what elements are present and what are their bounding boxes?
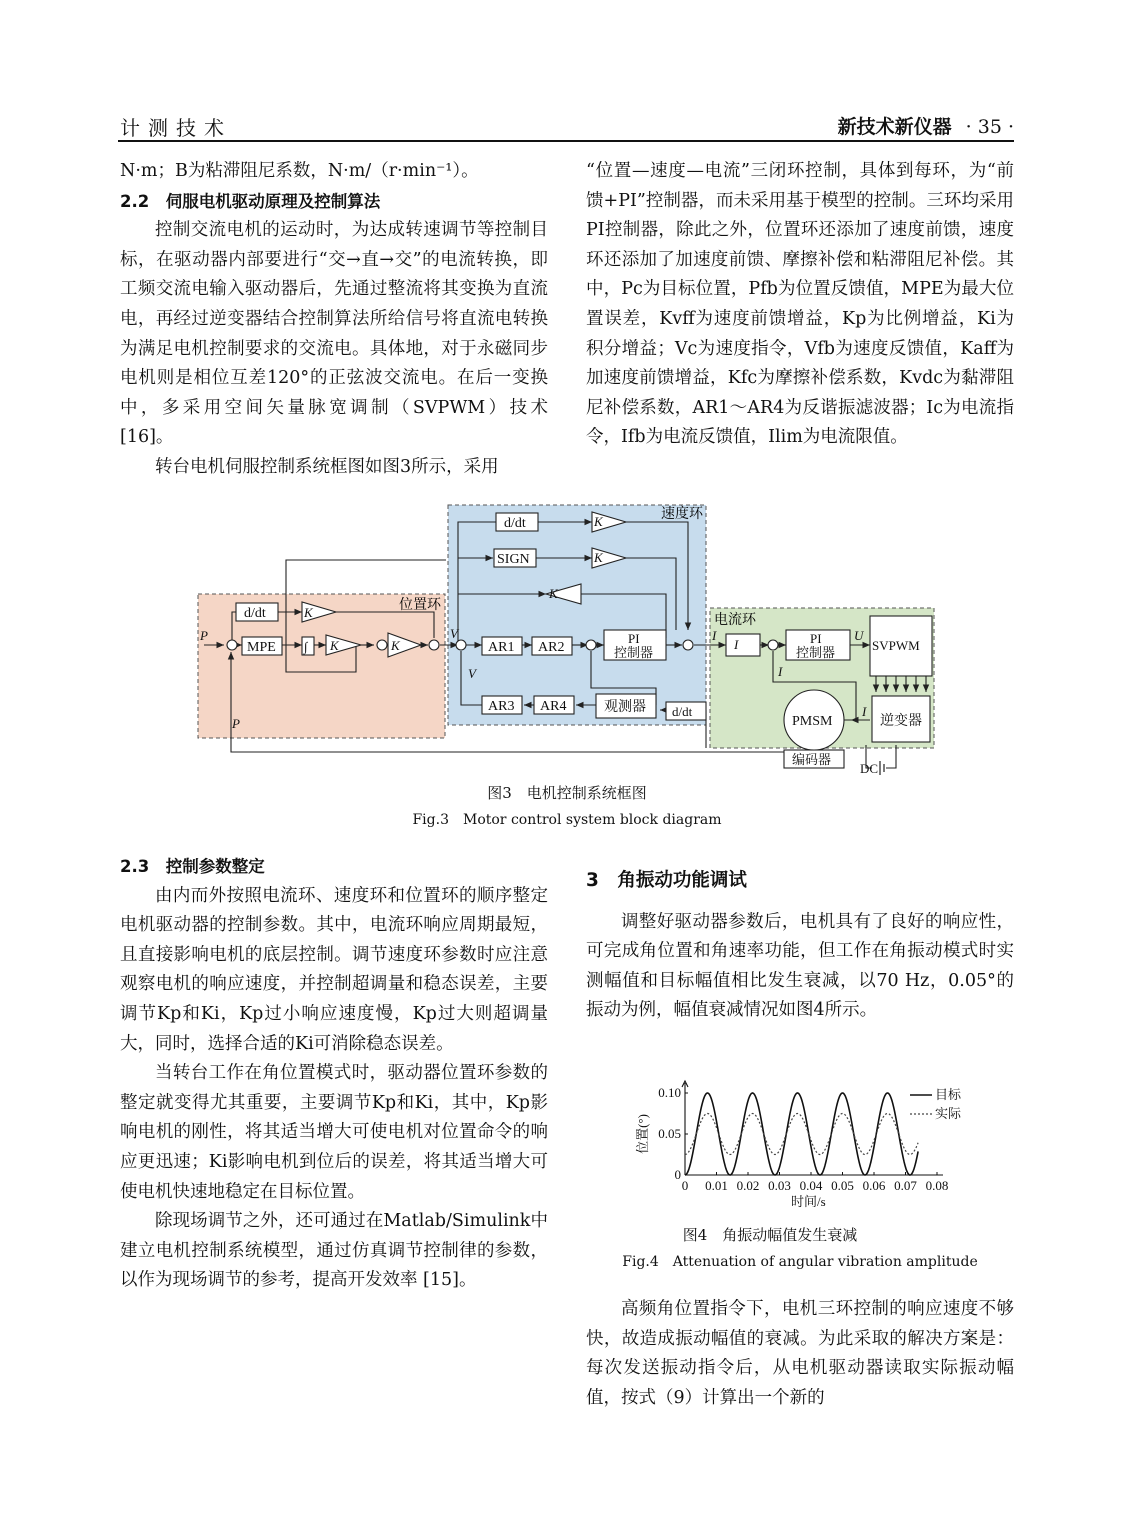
figure4-caption-en: Fig.4 Attenuation of angular vibration amplitude [622, 1254, 978, 1270]
controller-text: 控制器 [796, 645, 836, 660]
figure3-caption-en: Fig.3 Motor control system block diagram [412, 812, 722, 828]
y-tick-label: 0.05 [658, 1126, 681, 1141]
current-loop-label: 电流环 [714, 613, 756, 628]
x-tick-label: 0.07 [894, 1178, 917, 1193]
paragraph: 高频角位置指令下，电机三环控制的响应速度不够快，故造成振动幅值的衰减。为此采取的解决方案是：每次发送振动指令后，从电机驱动器读取实际振动幅值，按式（9）计算出一个新的 [586, 1299, 1014, 1408]
ar1-text: AR1 [488, 640, 515, 655]
header-rule [118, 140, 1014, 142]
svpwm-text: SVPWM [872, 638, 920, 653]
i-label: I [862, 704, 867, 719]
paragraph: N·m；B为粘滞阻尼系数，N·m/（r·min⁻¹）。 [120, 161, 479, 181]
pi-text: PI [628, 631, 640, 646]
ic-label: I [712, 628, 717, 643]
observer-text: 观测器 [604, 700, 646, 715]
paragraph: 除现场调节之外，还可通过在Matlab/Simulink中建立电机控制系统模型，通过仿真调节控制律的参数，以作为现场调节的参考，提高开发效率 [15]。 [120, 1211, 548, 1291]
sum-junction [768, 640, 778, 650]
ddt-text: d/dt [504, 516, 526, 531]
x-tick-label: 0.05 [831, 1178, 854, 1193]
page-number: · 35 · [965, 116, 1014, 138]
sum-junction [377, 640, 387, 650]
ar3-text: AR3 [488, 699, 515, 714]
vfb-label: V [468, 666, 476, 681]
right-column-bottom-continued [586, 1295, 1014, 1413]
ki-label: K [330, 638, 339, 653]
x-tick-label: 0.01 [705, 1178, 728, 1193]
x-tick-label: 0 [681, 1178, 689, 1193]
right-column-bottom [586, 866, 1014, 1026]
paragraph: “位置—速度—电流”三闭环控制，具体到每环，为“前馈+PI”控制器，而未采用基于模型的控制。三环均采用PI控制器，除此之外，位置环还添加了速度前馈，速度环还添加了加速度前馈、摩擦补偿和粘滞阻尼补偿。其中，Pc为目标位置，Pfb为位置反馈值，MPE为最大位置误差，Kvff为速度前馈增益，Kp为比例增益，Ki为积分增益；Vc为速度指令，Vfb为速度反馈值，Kaff为加速度前馈增益，Kfc为摩擦补偿系数，Kvdc为黏滞阻尼补偿系数，AR1～AR4为反谐振滤波器；Ic为电流指令，Ifb为电流反馈值，Ilim为电流限值。 [586, 161, 1014, 448]
dc-text: DC [860, 761, 879, 776]
sum-junction [683, 640, 693, 650]
ar4-text: AR4 [540, 699, 567, 714]
paragraph: 转台电机伺服控制系统框图如图3所示，采用 [155, 456, 499, 477]
kvdc-label: K [549, 586, 558, 601]
mpe-text: MPE [247, 640, 276, 655]
y-axis-label: 位置(°) [635, 1114, 650, 1154]
section-heading-3: 3 角振动功能调试 [586, 870, 747, 891]
legend-target-label: 目标 [935, 1087, 962, 1102]
x-tick-label: 0.08 [925, 1178, 949, 1193]
controller-text: 控制器 [614, 645, 654, 660]
figure3-caption-cn: 图3 电机控制系统框图 [487, 784, 647, 802]
sign-text: SIGN [497, 552, 530, 567]
left-column-top [120, 157, 548, 483]
ilim-label: I [734, 637, 739, 652]
integrator-text: ∫ [304, 639, 308, 654]
ilim-block [726, 634, 760, 656]
uc-label: U [854, 628, 864, 643]
sum-junction [586, 640, 596, 650]
x-tick-label: 0.04 [799, 1178, 823, 1193]
ddt-text: d/dt [672, 704, 693, 719]
sum-junction [227, 640, 237, 650]
ifb-label: I [778, 664, 783, 679]
speed-loop-label: 速度环 [661, 507, 703, 522]
series-target-line [685, 1093, 918, 1175]
x-tick-label: 0.03 [768, 1178, 791, 1193]
kp-label: K [391, 638, 400, 653]
section-heading-2-2: 2.2 伺服电机驱动原理及控制算法 [120, 191, 381, 211]
sum-junction [456, 640, 466, 650]
running-header [838, 112, 1014, 139]
legend-actual-label: 实际 [935, 1106, 962, 1121]
paragraph: 控制交流电机的运动时，为达成转速调节等控制目标，在驱动器内部要进行“交→直→交”的电流转换，即工频交流电输入驱动器后，先通过整流将其变换为直流电，再经过逆变器结合控制算法所给信号将直流电转换为满足电机控制要求的交流电。具体地，对于永磁同步电机则是相位互差120°的正弦波交流电。在后一变换中，多采用空间矢量脉宽调制（SVPWM）技术 [16]。 [120, 220, 548, 448]
x-tick-label: 0.06 [862, 1178, 886, 1193]
pfb-label: P [232, 716, 240, 731]
sum-junction [429, 640, 439, 650]
ddt-text: d/dt [244, 606, 266, 621]
vc-label: V [450, 626, 458, 641]
series-actual-line [685, 1114, 918, 1155]
right-column-top [586, 157, 1014, 453]
kfc-label: K [594, 550, 603, 565]
x-tick-label: 0.02 [736, 1178, 760, 1193]
attenuation-chart [628, 1075, 978, 1225]
ar2-text: AR2 [538, 640, 565, 655]
speed-loop-region [448, 505, 706, 725]
y-tick-label: 0.10 [658, 1085, 681, 1100]
left-column-bottom [120, 852, 548, 1296]
block-diagram [196, 500, 941, 780]
pmsm-text: PMSM [792, 714, 833, 729]
figure4-caption-cn: 图4 角振动幅值发生衰减 [682, 1226, 858, 1244]
paragraph: 当转台工作在角位置模式时，驱动器位置环参数的整定就变得尤其重要，主要调节Kp和Ki，其中，Kp影响电机的刚性，将其适当增大可使电机对位置命令的响应更迅速；Ki影响电机到位后的误差，将其适当增大可使电机快速地稳定在目标位置。 [120, 1063, 548, 1202]
kvff-label: K [304, 605, 313, 620]
section-heading-2-3: 2.3 控制参数整定 [120, 857, 265, 876]
encoder-text: 编码器 [792, 752, 832, 767]
paragraph: 调整好驱动器参数后，电机具有了良好的响应性，可完成角位置和角速率功能，但工作在角振动模式时实测幅值和目标幅值相比发生衰减，以70 Hz，0.05°的振动为例，幅值衰减情况如图4所示。 [586, 911, 1014, 1021]
kaff-label: K [594, 514, 603, 529]
position-loop-label: 位置环 [399, 598, 441, 613]
pc-label: P [200, 628, 208, 643]
pi-text: PI [810, 631, 822, 646]
y-tick-label: 0 [674, 1167, 681, 1182]
paragraph: 由内而外按照电流环、速度环和位置环的顺序整定电机驱动器的控制参数。其中，电流环响应周期最短，且直接影响电机的底层控制。调节速度环参数时应注意观察电机的响应速度，并控制超调量和稳态误差，主要调节Kp和Ki，Kp过小响应速度慢，Kp过大则超调量大，同时，选择合适的Ki可消除稳态误差。 [120, 885, 548, 1054]
inverter-text: 逆变器 [880, 714, 922, 729]
section-name: 新技术新仪器 [837, 116, 952, 138]
journal-name: 计测技术 [120, 116, 232, 140]
x-axis-label: 时间/s [791, 1194, 826, 1209]
